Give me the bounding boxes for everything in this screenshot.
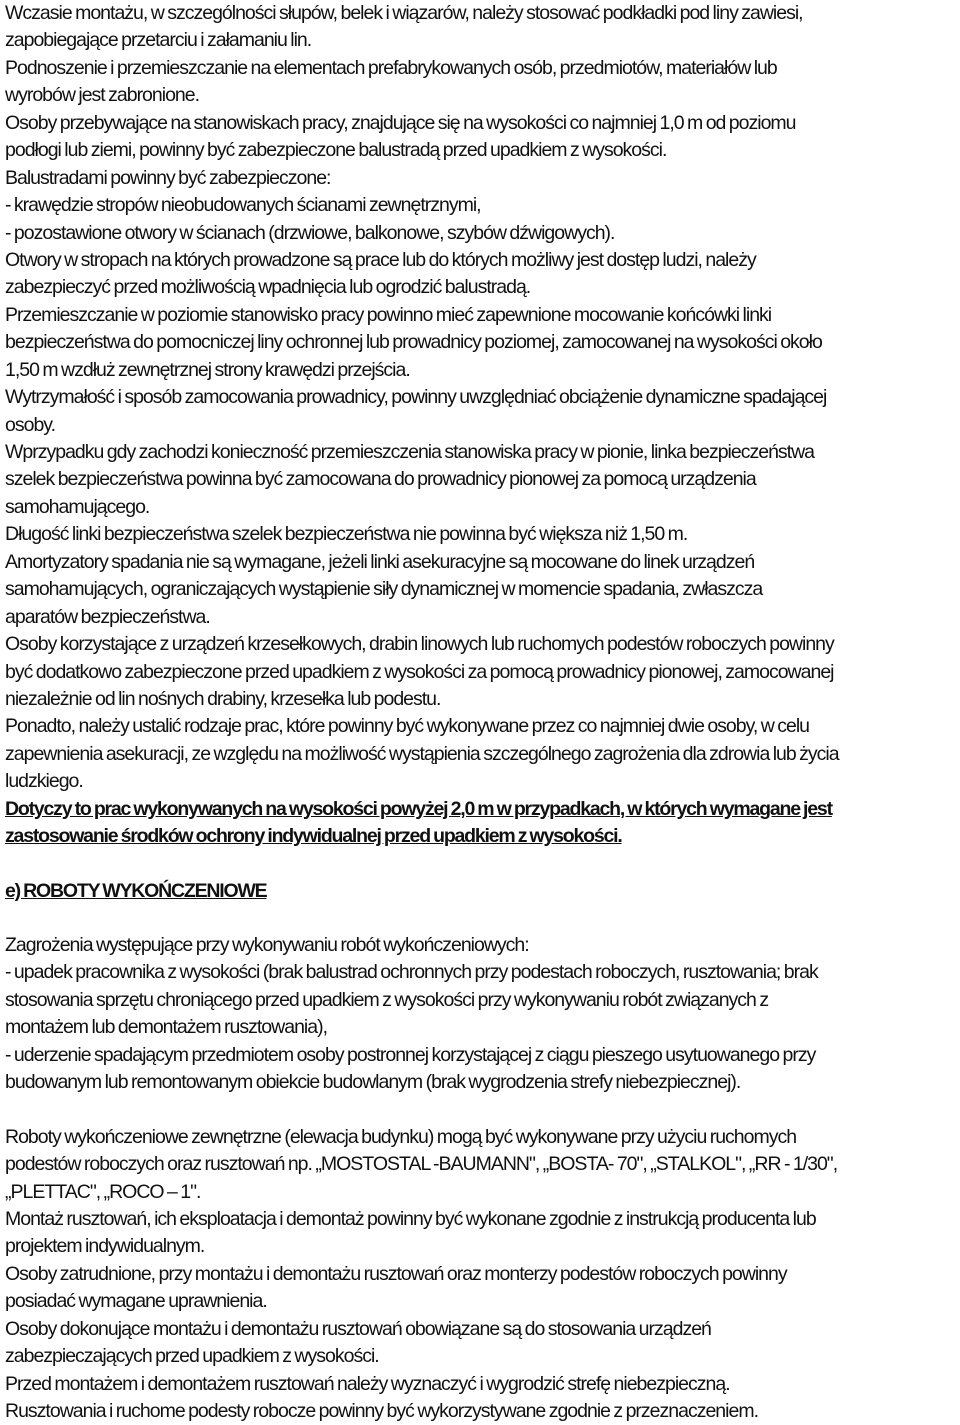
text-line: posiadać wymagane uprawnienia. (5, 1290, 267, 1313)
text-line: Balustradami powinny być zabezpieczone: (5, 166, 331, 189)
text-line: Osoby przebywające na stanowiskach pracy, znajdujące się na wysokości co najmniej 1,0 m od poziomu (5, 111, 796, 134)
text-line: zapewnienia asekuracji, ze względu na możliwość wystąpienia szczególnego zagrożenia dla zdrowia lub życia (5, 742, 839, 765)
bold-note-line: zastosowanie środków ochrony indywidualnej przed upadkiem z wysokości. (5, 825, 622, 848)
text-line: Roboty wykończeniowe zewnętrzne (elewacja budynku) mogą być wykonywane przy użyciu ruchomych (5, 1125, 797, 1148)
text-line: samohamujących, ograniczających wystąpienie siły dynamicznej w momencie spadania, zwłaszcza (5, 578, 763, 601)
spacer (5, 1097, 956, 1124)
text-line: zapobiegające przetarciu i załamaniu lin. (5, 29, 312, 52)
spacer (5, 851, 956, 878)
bold-note-line: Dotyczy to prac wykonywanych na wysokości powyżej 2,0 m w przypadkach, w których wymagane jest (5, 797, 832, 820)
text-line: podestów roboczych oraz rusztowań np. „MOSTOSTAL -BAUMANN", „BOSTA- 70", „STALKOL", „RR - 1/30", (5, 1153, 838, 1176)
text-line: Osoby zatrudnione, przy montażu i demontażu rusztowań oraz monterzy podestów roboczych powinny (5, 1262, 787, 1285)
text-line: Przed montażem i demontażem rusztowań należy wyznaczyć i wygrodzić strefę niebezpieczną. (5, 1372, 730, 1395)
text-line: wyrobów jest zabronione. (5, 84, 200, 107)
text-line: aparatów bezpieczeństwa. (5, 605, 210, 628)
text-line: projektem indywidualnym. (5, 1235, 205, 1258)
text-line: szelek bezpieczeństwa powinna być zamocowana do prowadnicy pionowej za pomocą urządzenia (5, 468, 756, 491)
text-line: - uderzenie spadającym przedmiotem osoby postronnej korzystającej z ciągu pieszego usytuowanego przy (5, 1043, 816, 1066)
text-line: - krawędzie stropów nieobudowanych ścianami zewnętrznymi, (5, 194, 481, 217)
text-line: Długość linki bezpieczeństwa szelek bezpieczeństwa nie powinna być większa niż 1,50 m. (5, 523, 688, 546)
text-line: Rusztowania i ruchome podesty robocze powinny być wykorzystywane zgodnie z przeznaczeniem. (5, 1400, 758, 1422)
text-line: Podnoszenie i przemieszczanie na elementach prefabrykowanych osób, przedmiotów, materiałów lub (5, 56, 777, 79)
text-line: 1,50 m wzdłuż zewnętrznej strony krawędzi przejścia. (5, 358, 410, 381)
text-line: Ponadto, należy ustalić rodzaje prac, które powinny być wykonywane przez co najmniej dwie osoby, w celu (5, 715, 810, 738)
text-block-scaffolding (5, 1124, 956, 1425)
text-line: - pozostawione otwory w ścianach (drzwiowe, balkonowe, szybów dźwigowych). (5, 221, 615, 244)
text-line: Amortyzatory spadania nie są wymagane, jeżeli linki asekuracyjne są mocowane do linek urządzeń (5, 550, 755, 573)
text-line: Przemieszczanie w poziomie stanowisko pracy powinno mieć zapewnione mocowanie końcówki linki (5, 303, 772, 326)
bold-note (5, 796, 956, 851)
text-line: bezpieczeństwa do pomocniczej liny ochronnej lub prowadnicy poziomej, zamocowanej na wysokości około (5, 331, 822, 354)
text-line: niezależnie od lin nośnych drabiny, krzesełka lub podestu. (5, 687, 441, 710)
text-line: Wczasie montażu, w szczególności słupów, belek i wiązarów, należy stosować podkładki pod liny zawiesi, (5, 2, 803, 24)
text-line: Otwory w stropach na których prowadzone są prace lub do których możliwy jest dostęp ludzi, należy (5, 248, 756, 271)
text-block-hazards (5, 932, 956, 1097)
text-line: Wytrzymałość i sposób zamocowania prowadnicy, powinny uwzględniać obciążenie dynamiczne spadającej (5, 386, 827, 409)
text-line: Zagrożenia występujące przy wykonywaniu robót wykończeniowych: (5, 934, 529, 956)
text-line: Montaż rusztowań, ich eksploatacja i demontaż powinny być wykonane zgodnie z instrukcją producenta lub (5, 1207, 816, 1230)
section-heading: e) ROBOTY WYKOŃCZENIOWE (5, 879, 267, 902)
text-line: stosowania sprzętu chroniącego przed upadkiem z wysokości przy wykonywaniu robót związanych z (5, 988, 769, 1011)
text-block-safety-at-height (5, 0, 956, 796)
text-line: Osoby dokonujące montażu i demontażu rusztowań obowiązane są do stosowania urządzeń (5, 1317, 711, 1340)
text-line: zabezpieczyć przed możliwością wpadnięcia lub ogrodzić balustradą. (5, 276, 531, 299)
text-line: - upadek pracownika z wysokości (brak balustrad ochronnych przy podestach roboczych, rusztowania; brak (5, 961, 818, 984)
text-line: „PLETTAC", „ROCO – 1". (5, 1180, 201, 1203)
text-line: Osoby korzystające z urządzeń krzesełkowych, drabin linowych lub ruchomych podestów roboczych powinny (5, 633, 834, 656)
text-line: samohamującego. (5, 495, 150, 518)
text-line: zabezpieczających przed upadkiem z wysokości. (5, 1345, 379, 1368)
text-line: Wprzypadku gdy zachodzi konieczność przemieszczenia stanowiska pracy w pionie, linka bezpieczeństwa (5, 441, 815, 463)
text-line: ludzkiego. (5, 770, 83, 793)
text-line: budowanym lub remontowanym obiekcie budowlanym (brak wygrodzenia strefy niebezpiecznej). (5, 1071, 741, 1094)
text-line: być dodatkowo zabezpieczone przed upadkiem z wysokości za pomocą prowadnicy pionowej, zamocowanej (5, 660, 834, 683)
text-line: montażem lub demontażem rusztowania), (5, 1016, 327, 1039)
text-line: osoby. (5, 413, 56, 436)
text-line: podłogi lub ziemi, powinny być zabezpieczone balustradą przed upadkiem z wysokości. (5, 139, 667, 162)
spacer (5, 905, 956, 932)
